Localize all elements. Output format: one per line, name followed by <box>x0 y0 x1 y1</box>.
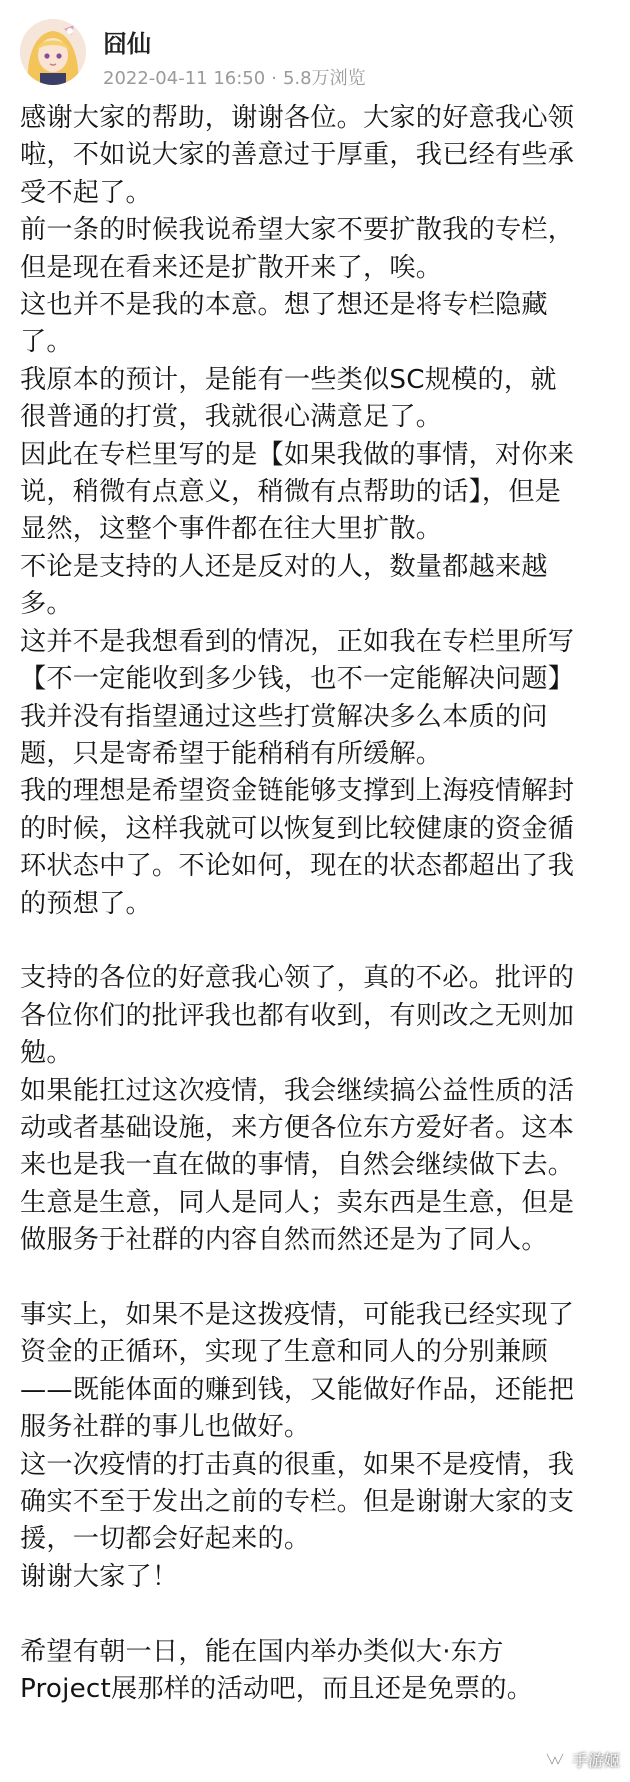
post-meta <box>103 64 366 90</box>
text-line: 如果能扛过这次疫情，我会继续搞公益性质的活 <box>20 1075 575 1106</box>
text-line: 前一条的时候我说希望大家不要扩散我的专栏， <box>20 215 575 246</box>
text-line: 确实不至于发出之前的专栏。但是谢谢大家的支 <box>20 1487 575 1517</box>
text-line: Project展那样的活动吧，而且还是免票的。 <box>20 1674 534 1705</box>
text-line: 了。 <box>20 327 73 358</box>
text-line: 感谢大家的帮助，谢谢各位。大家的好意我心领 <box>20 103 575 133</box>
text-line: 不论是支持的人还是反对的人，数量都越来越 <box>20 551 548 582</box>
text-line: 事实上，如果不是这拨疫情，可能我已经实现了 <box>20 1299 575 1330</box>
paragraph-gap <box>20 1596 612 1633</box>
text-line: 的预想了。 <box>20 888 152 919</box>
text-line: 啦，不如说大家的善意过于厚重，我已经有些承 <box>20 140 575 171</box>
post-body <box>20 100 612 1708</box>
view-count: 5.8万浏览 <box>282 68 366 89</box>
text-line: 但是现在看来还是扩散开来了，唉。 <box>20 252 443 283</box>
text-line: 动或者基础设施，来方便各位东方爱好者。这本 <box>20 1112 575 1143</box>
text-line: 多。 <box>20 589 73 620</box>
wechat-channel-icon <box>544 1748 566 1770</box>
text-line: 谢谢大家了！ <box>20 1561 179 1592</box>
text-line: 因此在专栏里写的是【如果我做的事情，对你来 <box>20 439 575 470</box>
paragraph-gap <box>20 1260 612 1297</box>
text-line: 的时候，这样我就可以恢复到比较健康的资金循 <box>20 813 575 844</box>
post-date: 2022-04-11 16:50 <box>103 68 266 89</box>
text-line: 题，只是寄希望于能稍稍有所缓解。 <box>20 738 443 769</box>
text-line: 【不一定能收到多少钱，也不一定能解决问题】 <box>20 664 575 695</box>
text-line: 服务社群的事儿也做好。 <box>20 1412 311 1443</box>
text-line: 资金的正循环，实现了生意和同人的分别兼顾 <box>20 1337 548 1368</box>
watermark-text: 手游姬 <box>571 1750 620 1770</box>
text-line: 很普通的打赏，我就很心满意足了。 <box>20 402 443 433</box>
text-line: 我并没有指望通过这些打赏解决多么本质的问 <box>20 701 548 732</box>
text-line: 支持的各位的好意我心领了，真的不必。批评的 <box>20 963 575 994</box>
text-line: 这一次疫情的打击真的很重，如果不是疫情，我 <box>20 1449 575 1480</box>
text-line: 来也是我一直在做的事情，自然会继续做下去。 <box>20 1150 575 1181</box>
text-line: ——既能体面的赚到钱，又能做好作品，还能把 <box>20 1374 575 1405</box>
text-line: 援，一切都会好起来的。 <box>20 1524 311 1555</box>
paragraph-gap <box>20 923 612 960</box>
text-line: 我的理想是希望资金链能够支撑到上海疫情解封 <box>20 776 575 807</box>
text-line: 我原本的预计，是能有一些类似SC规模的，就 <box>20 364 557 395</box>
text-line: 希望有朝一日，能在国内举办类似大·东方 <box>20 1636 504 1667</box>
text-line: 这也并不是我的本意。想了想还是将专栏隐藏 <box>20 290 548 321</box>
avatar[interactable] <box>20 19 86 85</box>
text-line: 做服务于社群的内容自然而然还是为了同人。 <box>20 1225 548 1256</box>
anime-girl-avatar-icon <box>20 19 86 85</box>
meta-separator: · <box>271 68 277 89</box>
text-line: 环状态中了。不论如何，现在的状态都超出了我 <box>20 851 575 882</box>
text-line: 说，稍微有点意义，稍微有点帮助的话】，但是 <box>20 477 562 508</box>
text-line: 各位你们的批评我也都有收到，有则改之无则加 <box>20 1000 575 1031</box>
text-line: 受不起了。 <box>20 177 152 208</box>
text-line: 生意是生意，同人是同人；卖东西是生意，但是 <box>20 1187 575 1218</box>
author-name[interactable]: 囧仙 <box>103 30 151 58</box>
watermark <box>544 1746 620 1772</box>
post-header <box>0 0 630 100</box>
text-line: 这并不是我想看到的情况，正如我在专栏里所写 <box>20 626 575 657</box>
text-line: 显然，这整个事件都在往大里扩散。 <box>20 514 443 545</box>
text-line: 勉。 <box>20 1038 73 1069</box>
